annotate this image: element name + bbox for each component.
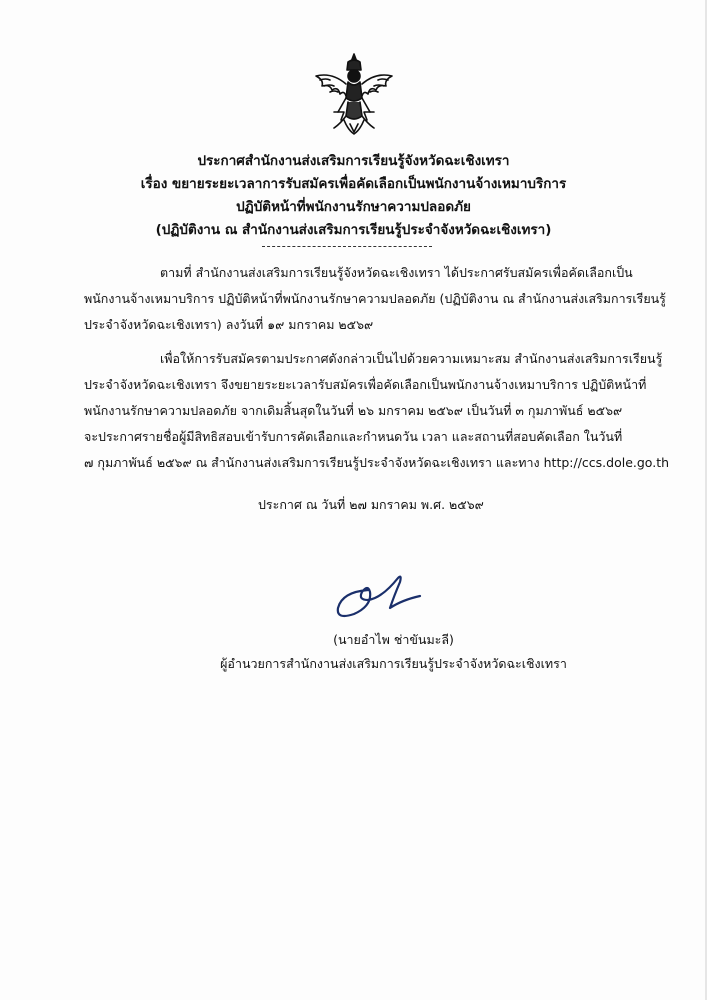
title-divider (262, 246, 432, 247)
paragraph-2-line-3: พนักงานรักษาความปลอดภัย จากเดิมสิ้นสุดในวันที่ ๒๖ มกราคม ๒๕๖๙ เป็นวันที่ ๓ กุมภาพันธ์ ๒๕๖๙ (84, 403, 623, 418)
signatory-position: ผู้อำนวยการสำนักงานส่งเสริมการเรียนรู้ประจำจังหวัดฉะเชิงเทรา (220, 656, 567, 671)
document-subject: เรื่อง ขยายระยะเวลาการรับสมัครเพื่อคัดเลือกเป็นพนักงานจ้างเหมาบริการ (140, 176, 567, 192)
paragraph-2-line-5: ๗ กุมภาพันธ์ ๒๕๖๙ ณ สำนักงานส่งเสริมการเรียนรู้ประจำจังหวัดฉะเชิงเทรา และทาง http://ccs.dole.go.th (84, 455, 670, 470)
document-title: ประกาศสำนักงานส่งเสริมการเรียนรู้จังหวัดฉะเชิงเทรา (197, 153, 510, 169)
garuda-emblem-icon (308, 50, 400, 138)
handwritten-signature-icon (328, 570, 436, 628)
paragraph-2-line-1: เพื่อให้การรับสมัครตามประกาศดังกล่าวเป็นไปด้วยความเหมาะสม สำนักงานส่งเสริมการเรียนรู้ (160, 351, 663, 366)
document-subject-line-3: (ปฏิบัติงาน ณ สำนักงานส่งเสริมการเรียนรู้ประจำจังหวัดฉะเชิงเทรา) (155, 222, 552, 238)
paragraph-2-line-2: ประจำจังหวัดฉะเชิงเทรา จึงขยายระยะเวลารับสมัครเพื่อคัดเลือกเป็นพนักงานจ้างเหมาบริการ ปฏิบัติหน้าที่ (84, 377, 647, 392)
document-subject-line-2: ปฏิบัติหน้าที่พนักงานรักษาความปลอดภัย (236, 199, 471, 215)
paragraph-1-line-3: ประจำจังหวัดฉะเชิงเทรา) ลงวันที่ ๑๙ มกราคม ๒๕๖๙ (84, 317, 374, 332)
paragraph-2-line-4: จะประกาศรายชื่อผู้มีสิทธิสอบเข้ารับการคัดเลือกและกำหนดวัน เวลา และสถานที่สอบคัดเลือก ในวันที่ (84, 429, 623, 444)
announcement-date: ประกาศ ณ วันที่ ๒๗ มกราคม พ.ศ. ๒๕๖๙ (258, 497, 484, 512)
paragraph-1-line-2: พนักงานจ้างเหมาบริการ ปฏิบัติหน้าที่พนักงานรักษาความปลอดภัย (ปฏิบัติงาน ณ สำนักงานส่งเสริมการเรียนรู้ (84, 291, 666, 306)
signatory-name: (นายอำไพ ช่าขันมะลี) (333, 632, 454, 647)
paragraph-1-line-1: ตามที่ สำนักงานส่งเสริมการเรียนรู้จังหวัดฉะเชิงเทรา ได้ประกาศรับสมัครเพื่อคัดเลือกเป็น (160, 265, 633, 280)
